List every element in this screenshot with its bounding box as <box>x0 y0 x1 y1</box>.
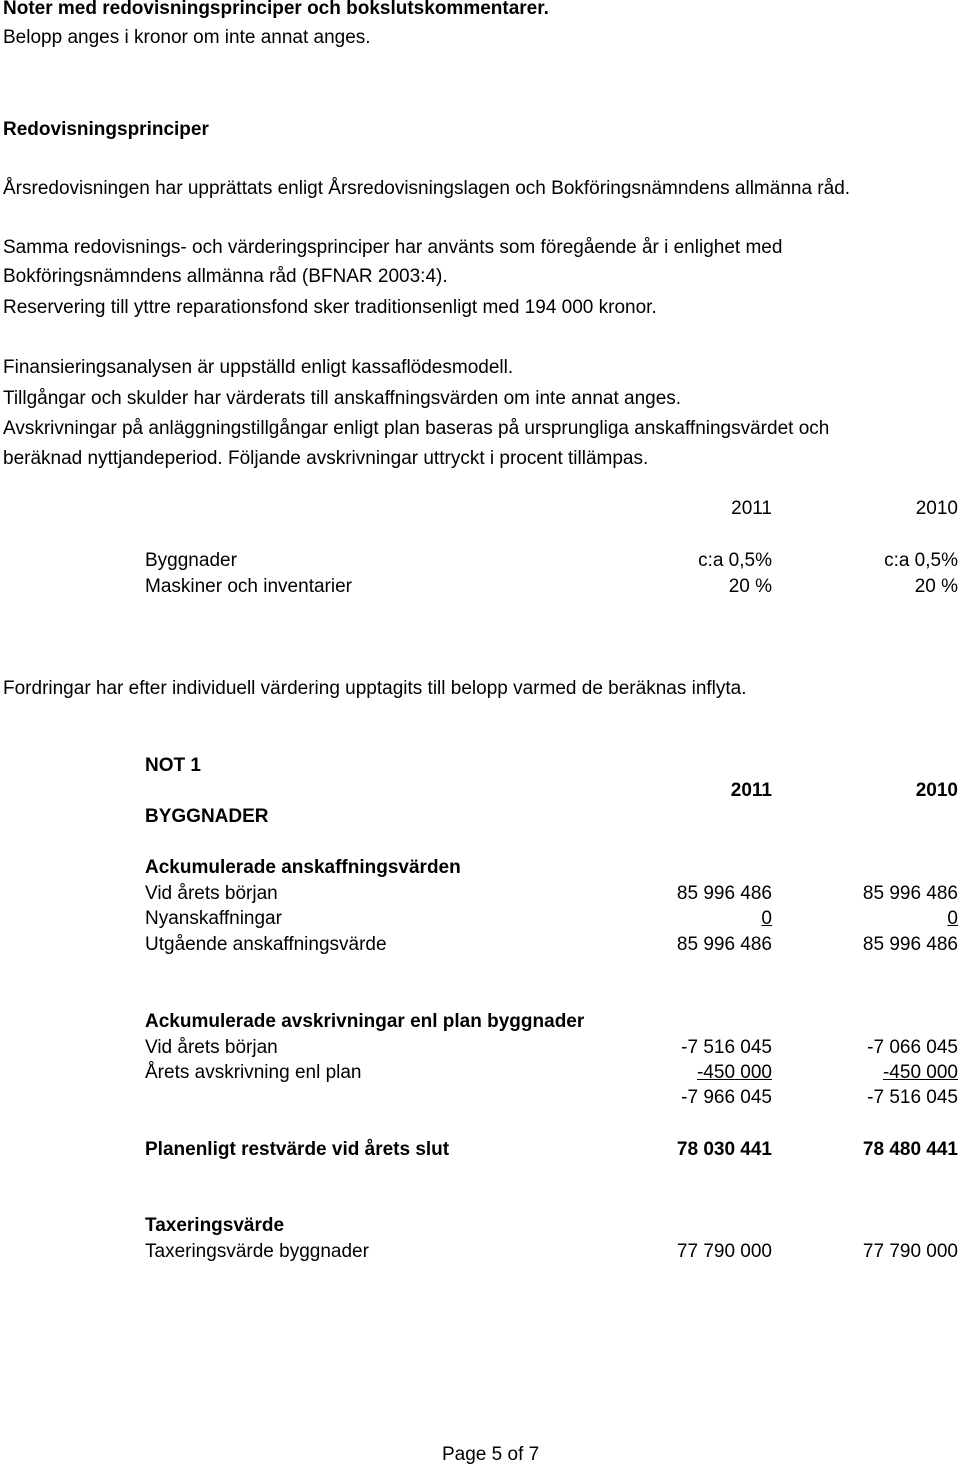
row-label: Taxeringsvärde byggnader <box>145 1241 369 1262</box>
residual-value-2010: 78 480 441 <box>862 1139 958 1160</box>
row-value-2010: -450 000 <box>882 1062 958 1083</box>
row-label: Nyanskaffningar <box>145 908 282 929</box>
row-value-2010: -7 066 045 <box>867 1037 958 1058</box>
row-value-2010: -7 516 045 <box>867 1087 958 1108</box>
row-label: Vid årets början <box>145 883 278 904</box>
row-value-2010: 0 <box>947 908 958 929</box>
note-number: NOT 1 <box>145 755 201 776</box>
row-value-2011: 0 <box>761 908 772 929</box>
row-value-2010: 85 996 486 <box>862 883 958 904</box>
row-label: Årets avskrivning enl plan <box>145 1062 362 1083</box>
principles-paragraph: Finansieringsanalysen är uppställd enligt kassaflödesmodell. <box>3 357 514 378</box>
depreciation-row-label: Byggnader <box>145 550 237 571</box>
row-value-2010: 77 790 000 <box>862 1241 958 1262</box>
depreciation-value: c:a 0,5% <box>884 550 958 571</box>
section-heading: Ackumulerade anskaffningsvärden <box>145 857 461 878</box>
note-year-2010: 2010 <box>915 780 958 801</box>
principles-paragraph: Reservering till yttre reparationsfond sker traditionsenligt med 194 000 kronor. <box>3 297 657 318</box>
section-heading: Taxeringsvärde <box>145 1215 285 1236</box>
principles-paragraph: Tillgångar och skulder har värderats till anskaffningsvärden om inte annat anges. <box>3 388 682 409</box>
row-value-2010: 85 996 486 <box>862 934 958 955</box>
residual-value-2011: 78 030 441 <box>676 1139 772 1160</box>
row-label: Utgående anskaffningsvärde <box>145 934 387 955</box>
note-year-2011: 2011 <box>730 780 772 801</box>
residual-label: Planenligt restvärde vid årets slut <box>145 1139 450 1160</box>
document-subtitle: Belopp anges i kronor om inte annat anges. <box>3 27 371 48</box>
principles-paragraph: Avskrivningar på anläggningstillgångar enligt plan baseras på ursprungliga anskaffningsvärdet och <box>3 418 830 439</box>
row-value-2011: 77 790 000 <box>676 1241 772 1262</box>
year-header-2010: 2010 <box>915 498 958 519</box>
depreciation-value: 20 % <box>914 576 958 597</box>
page-number: Page 5 of 7 <box>442 1444 540 1465</box>
row-value-2011: 85 996 486 <box>676 934 772 955</box>
receivables-paragraph: Fordringar har efter individuell värdering upptagits till belopp varmed de beräknas inflyta. <box>3 678 747 699</box>
principles-paragraph: Årsredovisningen har upprättats enligt Årsredovisningslagen och Bokföringsnämndens allmänna råd. <box>3 178 851 199</box>
section-heading: Ackumulerade avskrivningar enl plan byggnader <box>145 1011 585 1032</box>
principles-paragraph: Samma redovisnings- och värderingsprinciper har använts som föregående år i enlighet med <box>3 237 783 258</box>
principles-heading: Redovisningsprinciper <box>3 119 209 140</box>
row-value-2011: 85 996 486 <box>676 883 772 904</box>
document-title: Noter med redovisningsprinciper och bokslutskommentarer. <box>3 0 549 19</box>
row-label: Vid årets början <box>145 1037 278 1058</box>
row-value-2011: -7 516 045 <box>681 1037 772 1058</box>
note-title: BYGGNADER <box>145 806 269 827</box>
principles-paragraph: beräknad nyttjandeperiod. Följande avskrivningar uttryckt i procent tillämpas. <box>3 448 649 469</box>
depreciation-value: c:a 0,5% <box>698 550 772 571</box>
depreciation-row-label: Maskiner och inventarier <box>145 576 352 597</box>
row-value-2011: -7 966 045 <box>681 1087 772 1108</box>
depreciation-value: 20 % <box>728 576 772 597</box>
row-value-2011: -450 000 <box>696 1062 772 1083</box>
principles-paragraph: Bokföringsnämndens allmänna råd (BFNAR 2003:4). <box>3 266 448 287</box>
year-header-2011: 2011 <box>731 498 772 519</box>
